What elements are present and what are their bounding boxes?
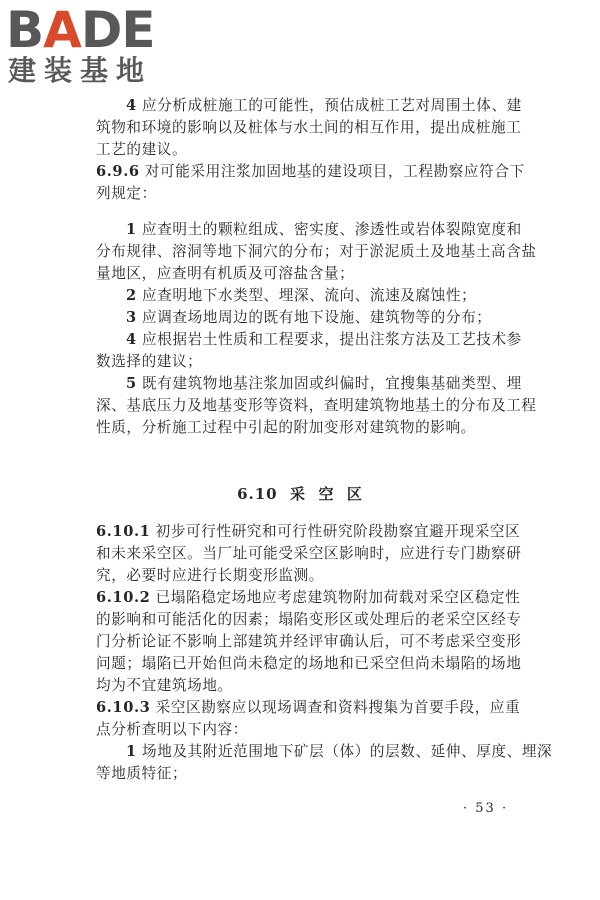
line-text: 门分析论证不影响上部建筑并经评审确认后，可不考虑采空变形 xyxy=(96,633,522,650)
line-text: 既有建筑物地基注浆加固或纠偏时，宜搜集基础类型、埋 xyxy=(136,375,522,392)
line-text: 究，必要时应进行长期变形监测。 xyxy=(96,567,324,584)
text-line xyxy=(96,676,233,696)
line-text: 数选择的建议； xyxy=(96,353,203,370)
clause-number: 5 xyxy=(126,375,137,392)
text-line xyxy=(96,264,354,284)
line-text: 的影响和可能活化的因素；塌陷变形区或处理后的老采空区经专 xyxy=(96,611,522,628)
text-line xyxy=(96,140,187,160)
text-line xyxy=(96,698,520,718)
line-text: 初步可行性研究和可行性研究阶段勘察宜避开现采空区 xyxy=(150,523,521,540)
text-line xyxy=(96,720,248,740)
clause-number: 6.10.3 xyxy=(96,699,151,716)
text-line xyxy=(96,118,521,138)
line-text: 量地区，应查明有机质及可溶盐含量； xyxy=(96,265,355,282)
line-text: 应分析成桩施工的可能性，预估成桩工艺对周围土体、建 xyxy=(136,97,522,114)
clause-number: 3 xyxy=(126,309,137,326)
line-text: 分布规律、溶洞等地下洞穴的分布；对于淤泥质土及地基土高含盐 xyxy=(96,243,537,260)
text-line xyxy=(126,286,476,306)
clause-number: 1 xyxy=(126,743,137,760)
clause-number: 4 xyxy=(126,331,137,348)
line-text: 已塌陷稳定场地应考虑建筑物附加荷载对采空区稳定性 xyxy=(150,589,521,606)
text-line xyxy=(126,96,522,116)
text-line xyxy=(126,330,522,350)
text-line xyxy=(96,654,521,674)
text-line xyxy=(126,374,522,394)
line-text: 对可能采用注浆加固地基的建设项目，工程勘察应符合下 xyxy=(139,163,525,180)
text-line xyxy=(96,418,476,438)
line-text: 深、基底压力及地基变形等资料，查明建筑物地基土的分布及工程 xyxy=(96,397,537,414)
clause-number: 1 xyxy=(126,221,137,238)
logo-wordmark: BADE xyxy=(6,1,155,59)
line-text: 工艺的建议。 xyxy=(96,141,188,158)
line-text: 问题；塌陷已开始但尚未稳定的场地和已采空但尚未塌陷的场地 xyxy=(96,655,522,672)
text-line xyxy=(96,632,521,652)
text-line xyxy=(96,352,202,372)
line-text: 性质，分析施工过程中引起的附加变形对建筑物的影响。 xyxy=(96,419,476,436)
clause-number: 2 xyxy=(126,287,137,304)
text-line xyxy=(96,162,525,182)
line-text: 采空区勘察应以现场调查和资料搜集为首要手段，应重 xyxy=(150,699,521,716)
text-line xyxy=(96,396,537,416)
logo-subtitle: 建装基地 xyxy=(8,54,153,87)
page-number: · 53 · xyxy=(463,801,509,816)
text-line xyxy=(96,522,520,542)
line-text: 应查明土的颗粒组成、密实度、渗透性或岩体裂隙宽度和 xyxy=(136,221,522,238)
text-line xyxy=(96,566,324,586)
text-line xyxy=(126,742,552,762)
clause-number: 4 xyxy=(126,97,137,114)
section-heading: 6.10 采 空 区 xyxy=(237,485,363,503)
line-text: 场地及其附近范围地下矿层（体）的层数、延伸、厚度、埋深 xyxy=(136,743,553,760)
line-text: 列规定： xyxy=(96,185,157,202)
line-text: 均为不宜建筑场地。 xyxy=(96,677,233,694)
text-line xyxy=(96,764,187,784)
clause-number: 6.10.2 xyxy=(96,589,151,606)
line-text: 应调查场地周边的既有地下设施、建筑物等的分布； xyxy=(136,309,492,326)
text-line xyxy=(96,242,537,262)
clause-number: 6.10.1 xyxy=(96,523,151,540)
line-text: 等地质特征； xyxy=(96,765,188,782)
text-line xyxy=(96,610,521,630)
clause-number: 6.9.6 xyxy=(96,163,140,180)
text-line xyxy=(126,220,522,240)
line-text: 应查明地下水类型、埋深、流向、流速及腐蚀性； xyxy=(136,287,477,304)
line-text: 和未来采空区。当厂址可能受采空区影响时，应进行专门勘察研 xyxy=(96,545,522,562)
line-text: 筑物和环境的影响以及桩体与水土间的相互作用，提出成桩施工 xyxy=(96,119,522,136)
line-text: 点分析查明以下内容： xyxy=(96,721,248,738)
line-text: 应根据岩土性质和工程要求，提出注浆方法及工艺技术参 xyxy=(136,331,522,348)
text-line xyxy=(96,588,520,608)
text-line xyxy=(96,184,157,204)
text-line xyxy=(96,544,521,564)
text-line xyxy=(126,308,491,328)
